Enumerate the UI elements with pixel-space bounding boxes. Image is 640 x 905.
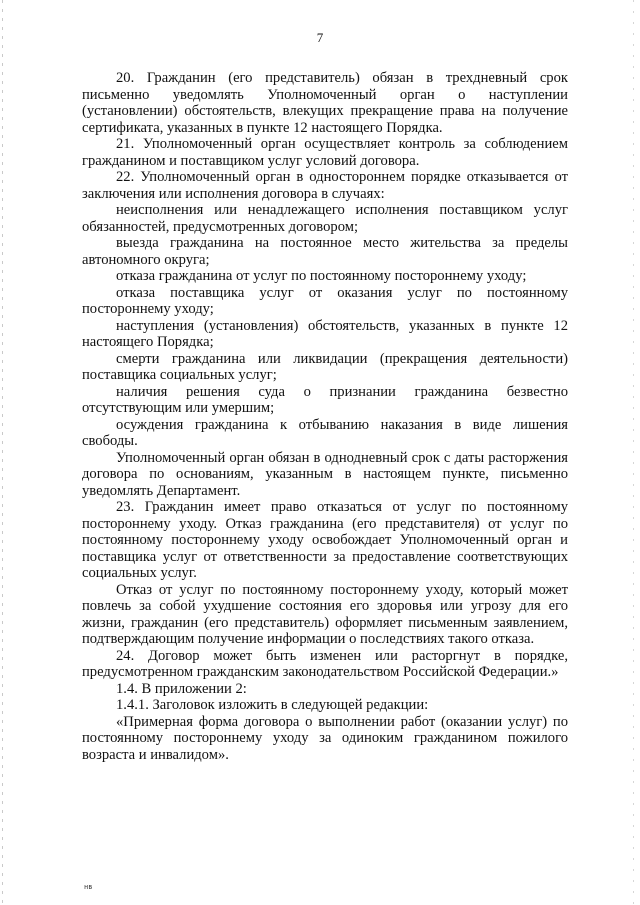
- paragraph-21: 21. Уполномоченный орган осуществляет контроль за соблюдением гражданином и поставщиком услуг условий договора.: [82, 136, 568, 169]
- footer-mark: нв: [84, 883, 93, 891]
- list-item: наступления (установления) обстоятельств, указанных в пункте 12 настоящего Порядка;: [82, 317, 568, 350]
- paragraph-1-4: 1.4. В приложении 2:: [116, 680, 247, 697]
- list-item: неисполнения или ненадлежащего исполнения поставщиком услуг обязанностей, предусмотренных договором;: [82, 202, 568, 235]
- list-item: наличия решения суда о признании гражданина безвестно отсутствующим или умершим;: [82, 383, 568, 416]
- paragraph-title-form: «Примерная форма договора о выполнении работ (оказании услуг) по постоянному постороннему уходу за одиноким гражданином пожилого возраста и инвалидом».: [82, 713, 568, 763]
- list-item: выезда гражданина на постоянное место жительства за пределы автономного округа;: [82, 235, 568, 268]
- paragraph-refusal: Отказ от услуг по постоянному постороннему уходу, который может повлечь за собой ухудшение состояния его здоровья или угрозу для его жизни, гражданин (его представитель) оформляет письменным заявлением, подтверждающим получение информации о последствиях такого отказа.: [82, 581, 568, 647]
- list-item: смерти гражданина или ликвидации (прекращения деятельности) поставщика социальных услуг;: [82, 350, 568, 383]
- scan-edge-right: [633, 0, 634, 905]
- scan-edge-left: [2, 0, 3, 905]
- paragraph-notice: Уполномоченный орган обязан в однодневный срок с даты расторжения договора по основаниям, указанным в настоящем пункте, письменно уведомлять Департамент.: [82, 449, 568, 499]
- paragraph-24: 24. Договор может быть изменен или расторгнут в порядке, предусмотренном гражданским законодательством Российской Федерации.»: [82, 647, 568, 680]
- paragraph-1-4-1: 1.4.1. Заголовок изложить в следующей редакции:: [116, 697, 429, 713]
- document-body: [82, 70, 568, 763]
- list-item: отказа гражданина от услуг по постоянному постороннему уходу;: [116, 268, 527, 284]
- list-item: осуждения гражданина к отбыванию наказания в виде лишения свободы.: [82, 416, 568, 449]
- paragraph-23: 23. Гражданин имеет право отказаться от услуг по постоянному постороннему уходу. Отказ гражданина (его представителя) от услуг по постоянному постороннему уходу освобождает Уполномоченный орган и поставщика услуг от ответственности за предоставление соответствующих социальных услуг.: [82, 499, 568, 581]
- list-item: отказа поставщика услуг от оказания услуг по постоянному постороннему уходу;: [82, 284, 568, 317]
- paragraph-20: 20. Гражданин (его представитель) обязан в трехдневный срок письменно уведомлять Уполномоченный орган о наступлении (установлении) обстоятельств, влекущих прекращение права на получение сертификата, указанных в пункте 12 настоящего Порядка.: [82, 70, 568, 136]
- page-number: 7: [316, 30, 324, 45]
- paragraph-22: 22. Уполномоченный орган в одностороннем порядке отказывается от заключения или исполнения договора в случаях:: [82, 169, 568, 202]
